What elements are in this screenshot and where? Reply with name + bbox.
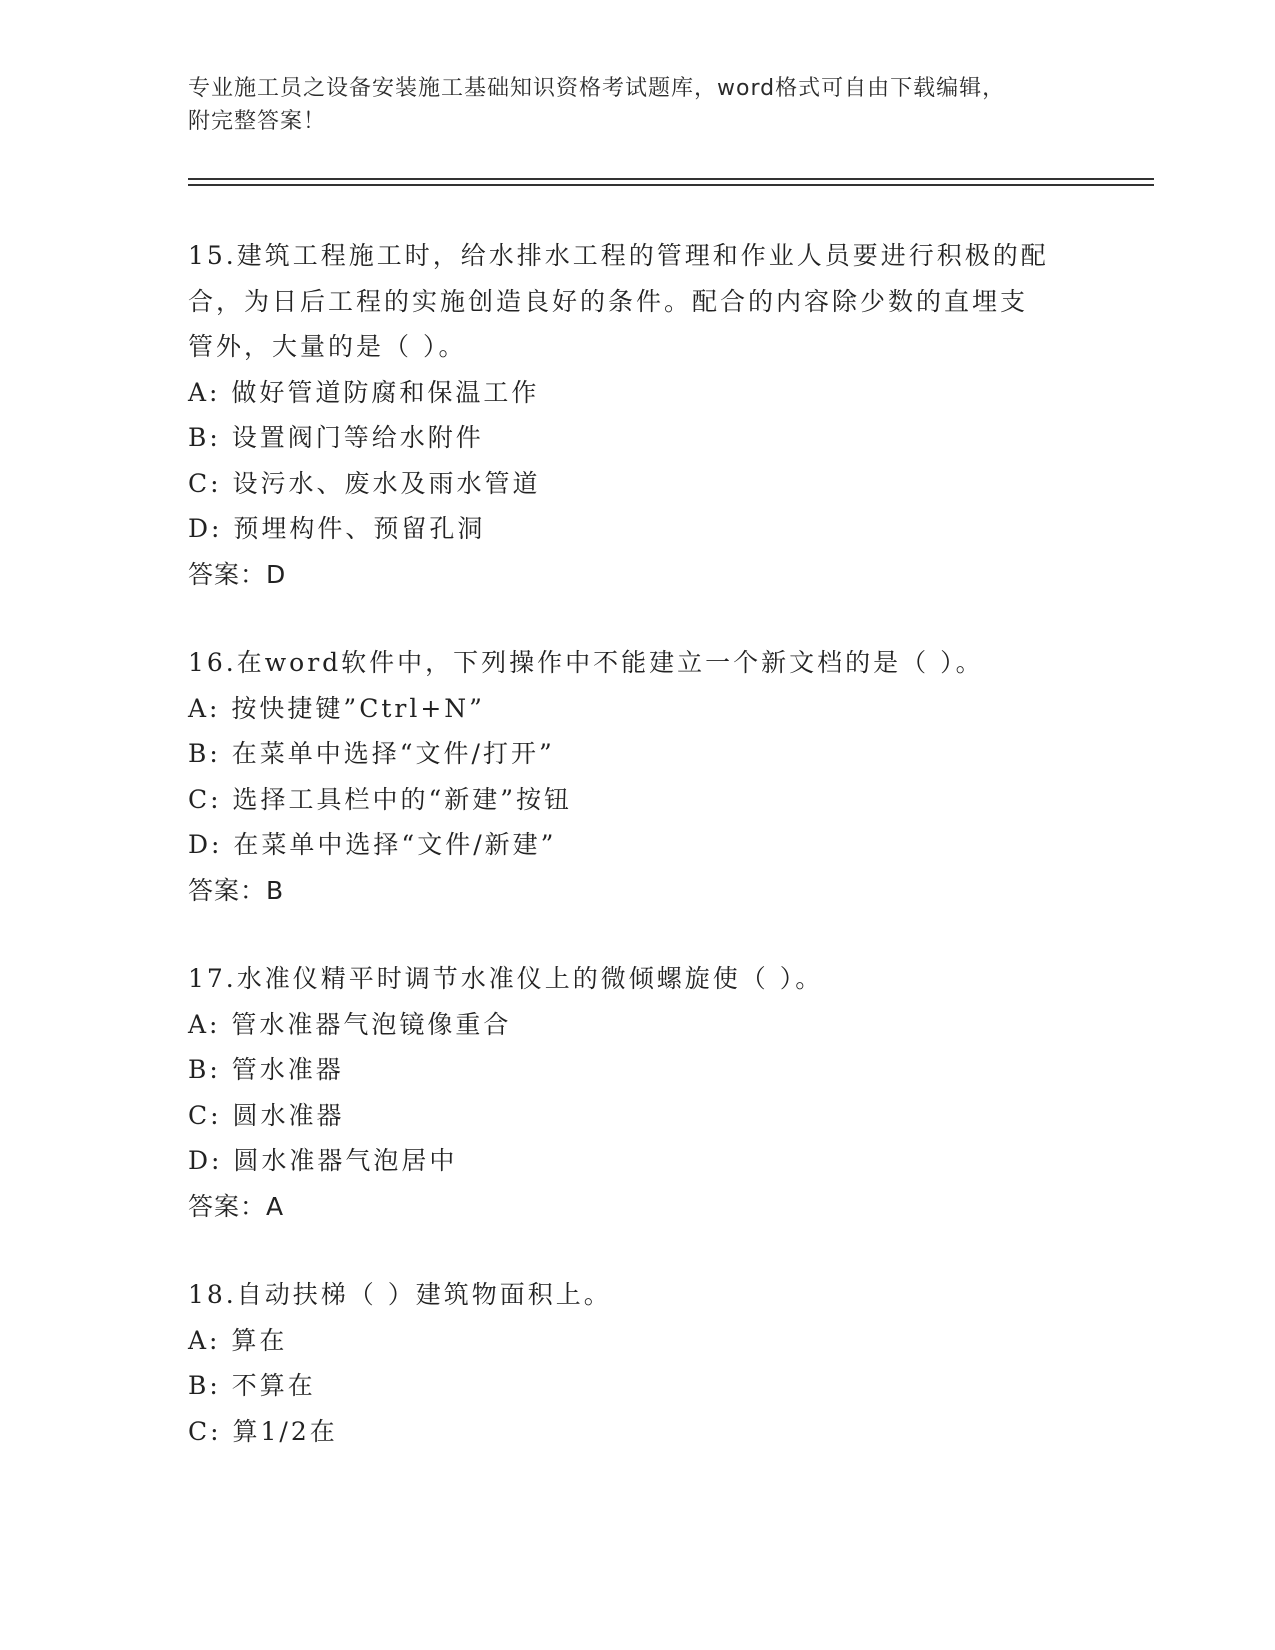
answer-line: 答案：D [188, 559, 287, 589]
option-d: D: 预埋构件、预留孔洞 [188, 514, 486, 543]
question-17 [188, 956, 1088, 1229]
option-c: C: 选择工具栏中的“新建”按钮 [188, 784, 573, 814]
header-line-2: 附完整答案！ [188, 109, 327, 134]
question-16 [188, 640, 1088, 913]
question-stem-line: 18.自动扶梯（ ）建筑物面积上。 [188, 1280, 612, 1309]
option-a: A: 管水准器气泡镜像重合 [188, 1009, 512, 1039]
option-a: A: 算在 [188, 1325, 288, 1355]
option-b: B: 管水准器 [188, 1055, 344, 1084]
option-d: D: 在菜单中选择“文件/新建” [188, 830, 557, 859]
option-c: C: 圆水准器 [188, 1100, 345, 1130]
option-a: A: 按快捷键”Ctrl+N” [188, 693, 485, 723]
option-d: D: 圆水准器气泡居中 [188, 1146, 458, 1175]
header-divider-bottom [188, 184, 1154, 186]
option-b: B: 在菜单中选择“文件/打开” [188, 739, 555, 768]
option-a: A: 做好管道防腐和保温工作 [188, 377, 540, 407]
question-15 [188, 233, 1088, 597]
option-b: B: 设置阀门等给水附件 [188, 423, 484, 452]
option-c: C: 设污水、废水及雨水管道 [188, 468, 541, 498]
option-b: B: 不算在 [188, 1371, 316, 1400]
document-header [188, 72, 1068, 138]
question-stem-line: 16.在word软件中，下列操作中不能建立一个新文档的是（ ）。 [188, 648, 984, 677]
header-line-1: 专业施工员之设备安装施工基础知识资格考试题库，word格式可自由下载编辑， [188, 76, 1006, 101]
question-stem-line: 合，为日后工程的实施创造良好的条件。配合的内容除少数的直埋支 [188, 286, 1029, 316]
header-divider-top [188, 178, 1154, 180]
answer-line: 答案：B [188, 875, 285, 905]
option-c: C: 算1/2在 [188, 1416, 338, 1446]
question-stem-line: 管外，大量的是（ ）。 [188, 332, 467, 361]
question-stem-line: 17.水准仪精平时调节水准仪上的微倾螺旋使（ ）。 [188, 964, 824, 993]
question-list [188, 233, 1088, 1497]
question-stem-line: 15.建筑工程施工时，给水排水工程的管理和作业人员要进行积极的配 [188, 241, 1049, 270]
question-18 [188, 1272, 1088, 1454]
answer-line: 答案：A [188, 1191, 285, 1221]
